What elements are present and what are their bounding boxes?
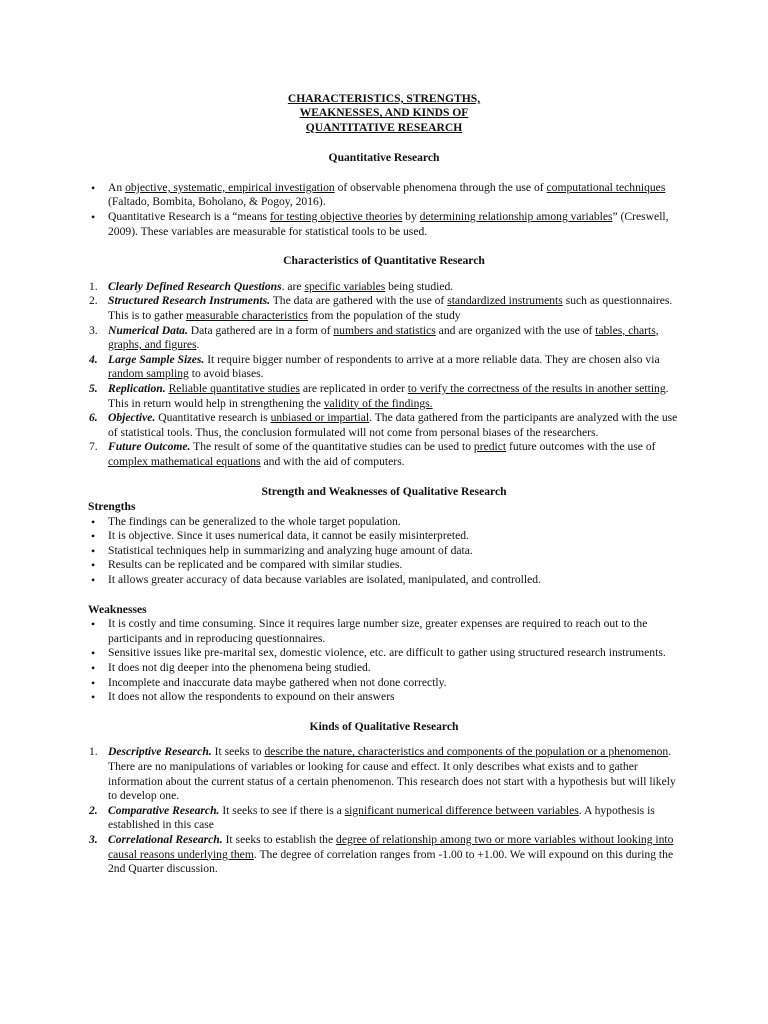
bullet-icon: • (91, 529, 96, 544)
item-text: Future Outcome. The result of some of the quantitative studies can be used to predict future outcomes with the use of complex mathematical equations and with the aid of computers. (108, 440, 656, 468)
title-line: CHARACTERISTICS, STRENGTHS, (287, 92, 481, 105)
underlined-phrase: validity of the findings. (323, 396, 433, 410)
title-line: QUANTITATIVE RESEARCH (305, 120, 463, 134)
list-number: 6. (89, 411, 98, 425)
item-term: Structured Research Instruments. (108, 294, 271, 308)
list-item: • Results can be replicated and be compared with similar studies. (91, 558, 403, 573)
item-text: An objective, systematic, empirical investigation of observable phenomena through the use of computational techniques (Faltado, Bombita, Boholano, & Pogoy, 2016). (108, 180, 666, 209)
underlined-phrase: standardized instruments (447, 294, 563, 308)
underlined-phrase: to verify the correctness of the results in another setting (407, 381, 666, 395)
heading-strengths-weaknesses: Strength and Weaknesses of Qualitative Research (261, 484, 507, 498)
list-number: 3. (89, 832, 98, 846)
item-text: Large Sample Sizes. It require bigger number of respondents to arrive at a more reliable data. They are chosen also via random sampling to avoid biases. (108, 352, 660, 381)
underlined-phrase: tables, charts, graphs, and figures (108, 323, 659, 352)
item-term: Clearly Defined Research Questions (108, 279, 282, 293)
list-item: • It does not allow the respondents to expound on their answers (91, 690, 395, 705)
item-term: Descriptive Research. (108, 745, 212, 759)
title-line: WEAKNESSES, AND KINDS OF (299, 106, 469, 120)
list-item: • It allows greater accuracy of data because variables are isolated, manipulated, and controlled. (91, 573, 541, 588)
bullet-icon: • (91, 661, 96, 676)
bullet-icon: • (91, 675, 96, 690)
weaknesses-list (88, 617, 680, 705)
list-item (88, 353, 680, 382)
list-item (88, 745, 680, 803)
list-item (88, 181, 680, 210)
list-item (88, 804, 680, 833)
underlined-phrase: degree of relationship among two or more variables without looking into causal reasons underlying them (108, 832, 674, 861)
heading-quantitative-research: Quantitative Research (328, 151, 440, 165)
list-item (88, 324, 680, 353)
list-item: • The findings can be generalized to the whole target population. (91, 514, 401, 529)
list-item: • It is costly and time consuming. Since it requires large number size, greater expenses are required to reach out to the participants and in reproducing questionnaires. (91, 617, 648, 645)
list-item: • Sensitive issues like pre-marital sex, domestic violence, etc. are difficult to gather using structured research instruments. (91, 646, 666, 661)
item-text: Replication. Reliable quantitative studies are replicated in order to verify the correctness of the results in another setting. This in return would help in strengthening the validity of the findings. (108, 381, 669, 410)
document-title (88, 92, 680, 135)
item-text: Comparative Research. It seeks to see if there is a significant numerical difference between variables. A hypothesis is established in this case (108, 803, 655, 832)
underlined-phrase: Reliable quantitative studies (168, 381, 300, 395)
list-number: 2. (89, 294, 98, 308)
item-term: Future Outcome. (108, 440, 191, 454)
list-item: • It is objective. Since it uses numerical data, it cannot be easily misinterpreted. (91, 529, 469, 544)
underlined-phrase: significant numerical difference between variables (344, 803, 579, 817)
underlined-phrase: predict (473, 440, 507, 454)
strengths-list (88, 515, 680, 588)
item-term: Objective. (108, 411, 156, 425)
item-text: Structured Research Instruments. The data are gathered with the use of standardized instruments such as questionnaires. This is to gather measurable characteristics from the population of the study (108, 294, 673, 322)
list-item (88, 440, 680, 469)
intro-bullet-list (88, 181, 680, 239)
item-term: Large Sample Sizes. (108, 352, 205, 366)
bullet-icon: • (91, 543, 96, 558)
list-number: 2. (89, 803, 98, 817)
underlined-phrase: specific variables (304, 279, 386, 293)
bullet-icon: • (91, 573, 96, 588)
underlined-phrase: complex mathematical equations (108, 454, 261, 468)
list-item (88, 382, 680, 411)
list-number: 4. (89, 352, 98, 366)
underlined-phrase: unbiased or impartial (270, 411, 370, 425)
item-term: Comparative Research. (108, 803, 220, 817)
bullet-icon: • (91, 514, 96, 529)
underlined-phrase: measurable characteristics (185, 308, 308, 322)
list-number: 5. (89, 381, 98, 395)
list-number: 1. (89, 745, 98, 759)
weaknesses-label: Weaknesses (88, 602, 147, 616)
underlined-phrase: computational techniques (546, 180, 666, 194)
bullet-icon: • (91, 690, 96, 705)
list-item: • Incomplete and inaccurate data maybe gathered when not done correctly. (91, 675, 447, 690)
item-text: Clearly Defined Research Questions. are specific variables being studied. (108, 279, 454, 293)
bullet-icon: • (91, 646, 96, 661)
list-item: • It does not dig deeper into the phenomena being studied. (91, 661, 371, 676)
list-number: 1. (89, 279, 98, 293)
characteristics-list (88, 280, 680, 470)
bullet-icon: • (91, 210, 96, 224)
underlined-phrase: random sampling (108, 367, 189, 381)
item-text: Quantitative Research is a “means for testing objective theories by determining relationship among variables” (Creswell, 2009). These variables are measurable for statistical tools to be used. (108, 210, 669, 238)
item-text: Numerical Data. Data gathered are in a form of numbers and statistics and are organized with the use of tables, charts, graphs, and figures. (108, 323, 659, 352)
heading-kinds: Kinds of Qualitative Research (309, 719, 459, 733)
item-text: Correlational Research. It seeks to establish the degree of relationship among two or more variables without looking into causal reasons underlying them. The degree of correlation ranges from -1.00 to +1.00. We will expound on this during the 2nd Quarter discussion. (108, 832, 674, 876)
document-page (88, 92, 680, 877)
kinds-list (88, 745, 680, 876)
list-item (88, 280, 680, 295)
bullet-icon: • (91, 180, 96, 195)
list-item (88, 294, 680, 323)
item-text: Descriptive Research. It seeks to describe the nature, characteristics and components of the population or a phenomenon. There are no manipulations of variables or looking for cause and effect. It only describes what exists and to gather information about the current status of a certain phenomenon. This research does not start with a hypothesis but will likely to develop one. (108, 745, 676, 803)
item-text: Objective. Quantitative research is unbiased or impartial. The data gathered from the participants are analyzed with the use of statistical tools. Thus, the conclusion formulated will not come from personal biases of the researchers. (108, 411, 678, 439)
item-term: Numerical Data. (108, 323, 188, 337)
list-item (88, 411, 680, 440)
underlined-phrase: for testing objective theories (269, 210, 403, 223)
list-item (88, 210, 680, 239)
bullet-icon: • (91, 558, 96, 573)
list-item: • Statistical techniques help in summarizing and analyzing huge amount of data. (91, 543, 473, 558)
underlined-phrase: determining relationship among variables (419, 210, 613, 223)
underlined-phrase: describe the nature, characteristics and components of the population or a phenomenon (264, 745, 669, 759)
list-item (88, 833, 680, 877)
underlined-phrase: numbers and statistics (333, 323, 436, 337)
underlined-phrase: objective, systematic, empirical investigation (125, 180, 335, 194)
strengths-label: Strengths (88, 500, 136, 514)
list-number: 7. (89, 440, 98, 454)
item-term: Replication. (108, 381, 166, 395)
heading-characteristics: Characteristics of Quantitative Research (283, 254, 485, 268)
list-number: 3. (89, 323, 98, 337)
bullet-icon: • (91, 617, 96, 632)
item-term: Correlational Research. (108, 832, 223, 846)
